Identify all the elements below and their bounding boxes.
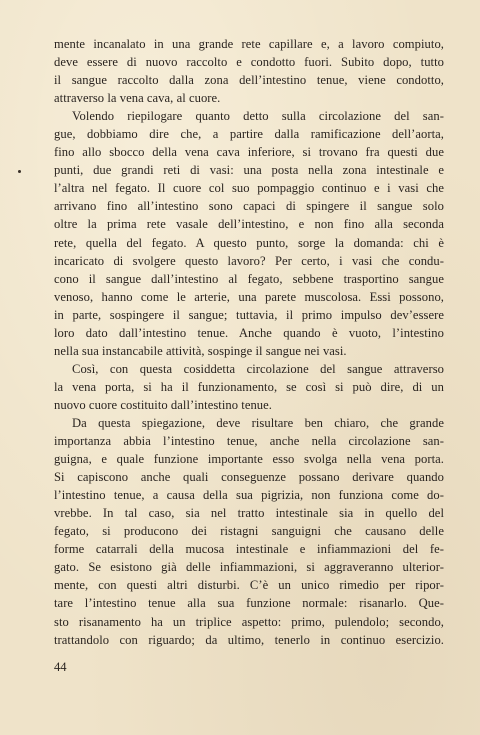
body-text: [54, 35, 444, 649]
text-line: mente incanalato in una grande rete capillare e, a lavoro compiuto,: [54, 37, 444, 51]
text-line: oltre la prima rete vasale dell’intestino, e non fino alla seconda: [54, 217, 444, 232]
text-line: Volendo riepilogare quanto detto sulla circolazione del san-: [72, 109, 444, 124]
ink-speck: [18, 170, 21, 173]
paragraph-4: [54, 414, 444, 649]
text-line: Si capiscono anche quali conseguenze possano derivare quando: [54, 470, 444, 485]
text-line: Da questa spiegazione, deve risultare ben chiaro, che grande: [72, 415, 444, 430]
text-line: punti, due grandi reti di vasi: una posta nella zona intestinale e: [54, 163, 444, 178]
text-line: tare l’intestino tenue alla sua funzione normale: risanarlo. Que-: [54, 596, 444, 611]
text-line: mente, con questi altri disturbi. C’è un unico rimedio per ripor-: [54, 578, 444, 593]
text-line: guigna, e quale funzione importante esso svolga nella vena porta.: [54, 452, 444, 467]
text-line: il sangue raccolto dalla zona dell’intestino tenue, viene condotto,: [54, 73, 444, 88]
text-line: trattandolo con riguardo; da ultimo, tenerlo in continuo esercizio.: [54, 632, 444, 647]
text-line: fino allo sbocco della vena cava inferiore, si trovano fra questi due: [54, 145, 444, 160]
text-line: deve essere di nuovo raccolto e condotto fuori. Subito dopo, tutto: [54, 55, 444, 70]
text-line: fegato, si producono dei ristagni sanguigni che causano delle: [54, 524, 444, 539]
text-line: venoso, hanno come le arterie, una parete muscolosa. Essi possono,: [54, 289, 444, 304]
paragraph-3: [54, 360, 444, 414]
text-line: l’altra nel fegato. Il cuore col suo pompaggio continuo e i vasi che: [54, 181, 444, 196]
text-line: vrebbe. In tal caso, sia nel tratto intestinale sia in quello del: [54, 506, 444, 521]
text-line: l’intestino tenue, a causa della sua pigrizia, non funziona come do-: [54, 488, 444, 503]
text-line: loro dato dall’intestino tenue. Anche quando è vuoto, l’intestino: [54, 325, 444, 340]
text-line: gato. Se esistono già delle infiammazioni, si aggraveranno ulterior-: [54, 560, 444, 575]
text-line: nuovo cuore costituito dall’intestino tenue.: [54, 397, 272, 412]
text-line: arrivano fino all’intestino sono capaci di spingere il sangue solo: [54, 199, 444, 214]
text-line: in parte, sospingere il sangue; tuttavia, il primo impulso dev’essere: [54, 307, 444, 322]
paragraph-2: [54, 107, 444, 360]
text-line: nella sua instancabile attività, sospinge il sangue nei vasi.: [54, 343, 347, 358]
text-line: cono il sangue dall’intestino al fegato, sebbene trasportino sangue: [54, 271, 444, 286]
text-line: la vena porta, si ha il funzionamento, se così si può dire, di un: [54, 379, 444, 394]
page-number: 44: [54, 660, 67, 674]
text-line: importanza abbia l’intestino tenue, anche nella circolazione san-: [54, 434, 444, 449]
text-line: rete, quella del fegato. A questo punto, sorge la domanda: chi è: [54, 235, 444, 250]
text-line: incaricato di svolgere questo lavoro? Per certo, i vasi che condu-: [54, 253, 444, 268]
paragraph-1: [54, 35, 444, 107]
text-line: attraverso la vena cava, al cuore.: [54, 91, 221, 106]
text-line: forme catarrali della mucosa intestinale e infiammazioni del fe-: [54, 542, 444, 557]
text-line: gue, dobbiamo dire che, a partire dalla ramificazione dell’aorta,: [54, 127, 444, 142]
text-line: Così, con questa cosiddetta circolazione del sangue attraverso: [72, 361, 444, 376]
text-line: sto risanamento ha un triplice aspetto: primo, pulendolo; secondo,: [54, 614, 444, 629]
